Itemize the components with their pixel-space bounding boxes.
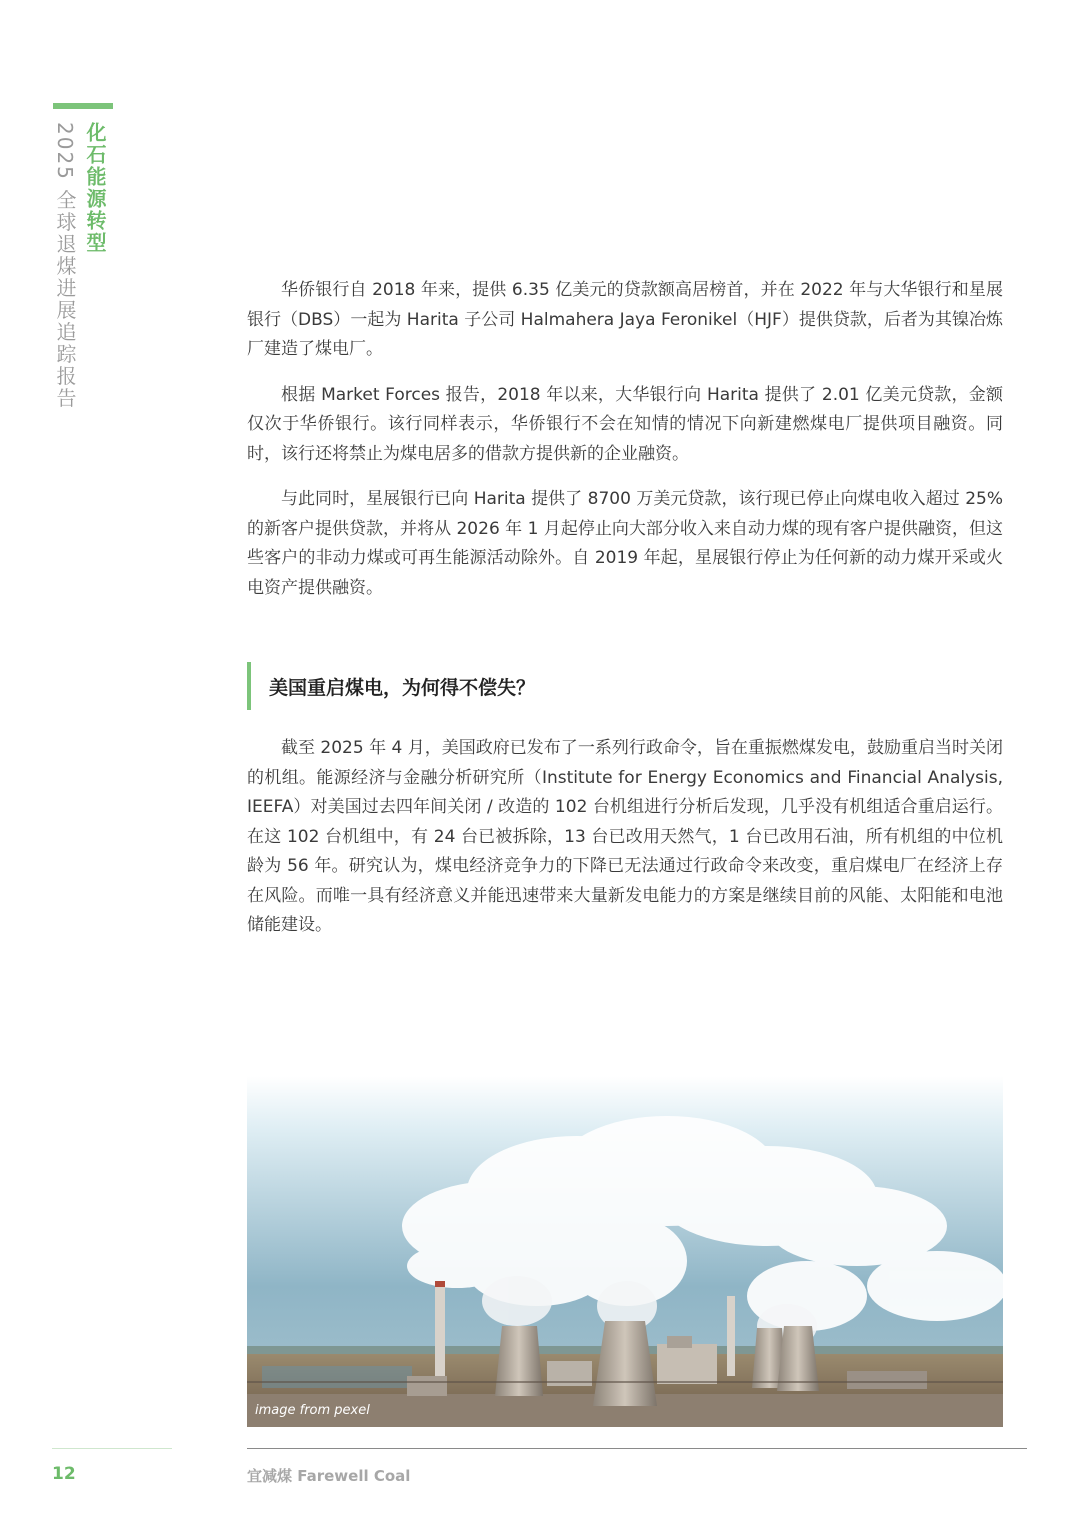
power-plant-photo: [247, 1076, 1003, 1427]
photo-caption: image from pexel: [255, 1403, 370, 1418]
paragraph-us-coal: 截至 2025 年 4 月，美国政府已发布了一系列行政命令，旨在重振燃煤发电，鼓励重启当时关闭的机组。能源经济与金融分析研究所（Institute for Energy Economics and Financial Analysis, IEEFA）对美国过去四年间关闭 / 改造的 102 台机组进行分析后发现，几乎没有机组适合重启运行。在这 102 台机组中，有 24 台已被拆除，13 台已改用天然气，1 台已改用石油，所有机组的中位机龄为 56 年。研究认为，煤电经济竞争力的下降已无法通过行政命令来改变，重启煤电厂在经济上存在风险。而唯一具有经济意义并能迅速带来大量新发电能力的方案是继续目前的风能、太阳能和电池储能建设。: [247, 738, 1003, 935]
section-title-vertical: 化石能源转型: [83, 122, 107, 254]
footer-left-divider: [52, 1448, 172, 1449]
section-heading: [247, 662, 535, 710]
section-heading-text: 美国重启煤电，为何得不偿失？: [269, 676, 536, 699]
paragraph-dbs: 与此同时，星展银行已向 Harita 提供了 8700 万美元贷款，该行现已停止向煤电收入超过 25% 的新客户提供贷款，并将从 2026 年 1 月起停止向大部分收入来自动力煤的现有客户提供融资，但这些客户的非动力煤或可再生能源活动除外。自 2019 年起，星展银行停止为任何新的动力煤开采或火电资产提供融资。: [247, 489, 1003, 598]
sidebar-accent-bar: [53, 103, 113, 109]
footer-brand: 宜减煤 Farewell Coal: [247, 1467, 411, 1485]
article-body-top: [247, 276, 1003, 619]
paragraph-uob: 根据 Market Forces 报告，2018 年以来，大华银行向 Harita 提供了 2.01 亿美元贷款，金额仅次于华侨银行。该行同样表示，华侨银行不会在知情的情况下向新建燃煤电厂提供项目融资。同时，该行还将禁止为煤电居多的借款方提供新的企业融资。: [247, 384, 1003, 464]
footer-divider: [247, 1448, 1027, 1449]
report-title-vertical: 2025 全球退煤进展追踪报告: [53, 122, 77, 410]
paragraph-ocbc: 华侨银行自 2018 年来，提供 6.35 亿美元的贷款额高居榜首，并在 2022 年与大华银行和星展银行（DBS）一起为 Harita 子公司 Halmahera Jaya Feronikel（HJF）提供贷款，后者为其镍冶炼厂建造了煤电厂。: [247, 280, 1003, 359]
sidebar-title: [52, 122, 108, 409]
article-body-section: [247, 734, 1003, 957]
page-number: 12: [52, 1464, 76, 1484]
power-plant-illustration: [247, 1076, 1003, 1427]
